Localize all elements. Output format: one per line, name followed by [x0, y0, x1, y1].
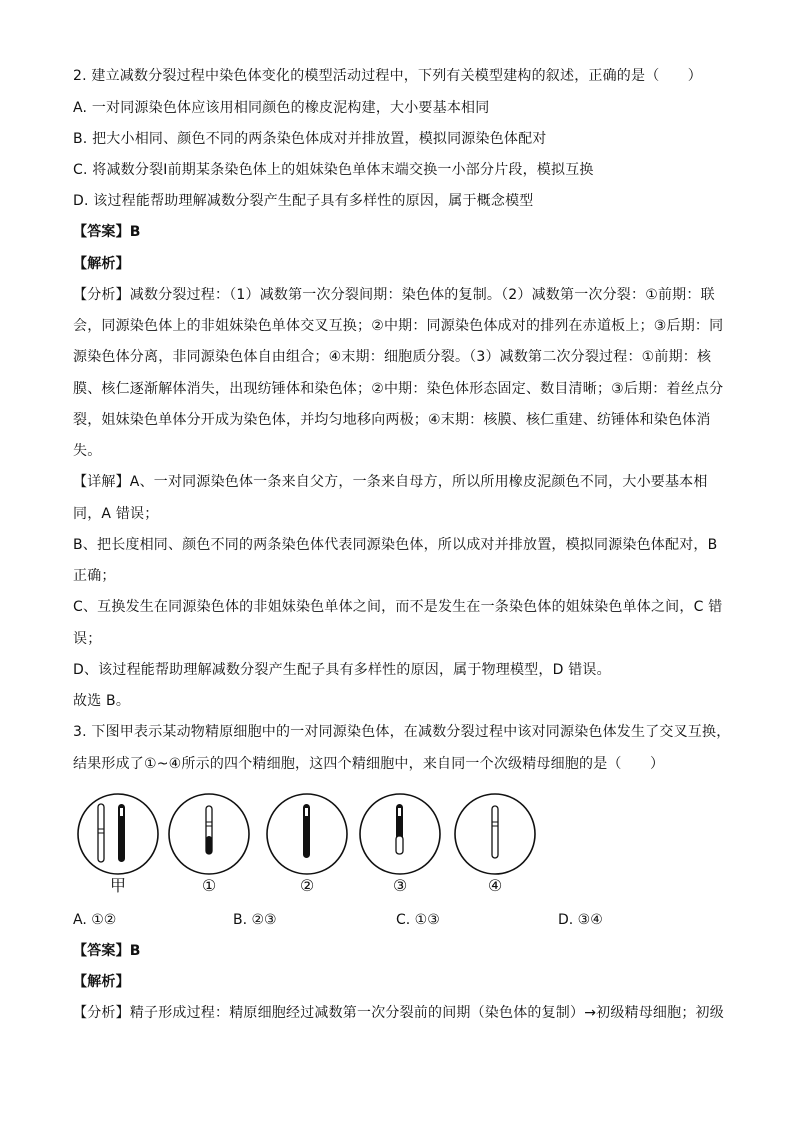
q2-detail-line: 同，A 错误；: [73, 506, 159, 522]
q3-option-b: B. ②③: [233, 912, 277, 928]
q2-analysis-line: 会，同源染色体上的非姐妹染色单体交叉互换；②中期：同源染色体成对的排列在赤道板上；③后期：同: [73, 318, 724, 334]
q2-analysis-header: 【解析】: [73, 256, 130, 272]
q2-detail-line: 误；: [73, 631, 102, 647]
q2-analysis-line: 失。: [73, 443, 102, 459]
q2-answer: 【答案】B: [73, 224, 141, 240]
q3-analysis-line: 【分析】精子形成过程：精原细胞经过减数第一次分裂前的间期（染色体的复制）→初级精母细胞；初级: [73, 1005, 724, 1021]
q3-option-a: A. ①②: [73, 912, 117, 928]
cell-label-2: ②: [299, 876, 315, 895]
cell-3-figure: [358, 792, 442, 876]
q2-detail-line: 故选 B。: [73, 693, 131, 709]
q2-option-b: B. 把大小相同、颜色不同的两条染色体成对并排放置，模拟同源染色体配对: [73, 131, 547, 147]
q3-option-d: D. ③④: [558, 912, 603, 928]
q2-detail-line: 正确；: [73, 568, 116, 584]
cell-label-jia: 甲: [109, 876, 126, 895]
q3-stem-line: 3. 下图甲表示某动物精原细胞中的一对同源染色体，在减数分裂过程中该对同源染色体发生了交叉互换，: [73, 724, 731, 740]
cell-2-figure: [265, 792, 349, 876]
cell-label-3: ③: [392, 876, 408, 895]
q2-detail-line: D、该过程能帮助理解减数分裂产生配子具有多样性的原因，属于物理模型，D 错误。: [73, 662, 611, 678]
q3-answer: 【答案】B: [73, 943, 141, 959]
q2-analysis-line: 膜、核仁逐渐解体消失，出现纺锤体和染色体；②中期：染色体形态固定、数目清晰；③后期：着丝点分: [73, 381, 724, 397]
q2-option-d: D. 该过程能帮助理解减数分裂产生配子具有多样性的原因，属于概念模型: [73, 193, 534, 209]
q2-option-c: C. 将减数分裂Ⅰ前期某条染色体上的姐妹染色单体末端交换一小部分片段，模拟互换: [73, 162, 594, 178]
cell-jia-figure: [76, 792, 160, 876]
cell-label-1: ①: [201, 876, 217, 895]
q2-option-a: A. 一对同源染色体应该用相同颜色的橡皮泥构建，大小要基本相同: [73, 100, 490, 116]
cell-label-4: ④: [487, 876, 503, 895]
q2-analysis-line: 源染色体分离，非同源染色体自由组合；④末期：细胞质分裂。（3）减数第二次分裂过程：①前期：核: [73, 349, 712, 365]
q2-detail-line: B、把长度相同、颜色不同的两条染色体代表同源染色体，所以成对并排放置，模拟同源染色体配对，B: [73, 537, 718, 553]
q2-stem: 2. 建立减数分裂过程中染色体变化的模型活动过程中，下列有关模型建构的叙述，正确的是（ ）: [73, 68, 703, 84]
q2-analysis-line: 裂，姐妹染色单体分开成为染色体，并均匀地移向两极；④末期：核膜、核仁重建、纺锤体和染色体消: [73, 412, 711, 428]
q3-stem-line: 结果形成了①~④所示的四个精细胞，这四个精细胞中，来自同一个次级精母细胞的是（ ）: [73, 756, 665, 772]
q3-analysis-header: 【解析】: [73, 974, 130, 990]
q2-detail-line: 【详解】A、一对同源染色体一条来自父方，一条来自母方，所以所用橡皮泥颜色不同，大小要基本相: [73, 474, 708, 490]
q3-option-c: C. ①③: [396, 912, 440, 928]
q2-detail-line: C、互换发生在同源染色体的非姐妹染色单体之间，而不是发生在一条染色体的姐妹染色单体之间，C 错: [73, 599, 723, 615]
cell-4-figure: [453, 792, 537, 876]
q2-analysis-line: 【分析】减数分裂过程：（1）减数第一次分裂间期：染色体的复制。（2）减数第一次分裂：①前期：联: [73, 287, 715, 303]
cell-1-figure: [167, 792, 251, 876]
